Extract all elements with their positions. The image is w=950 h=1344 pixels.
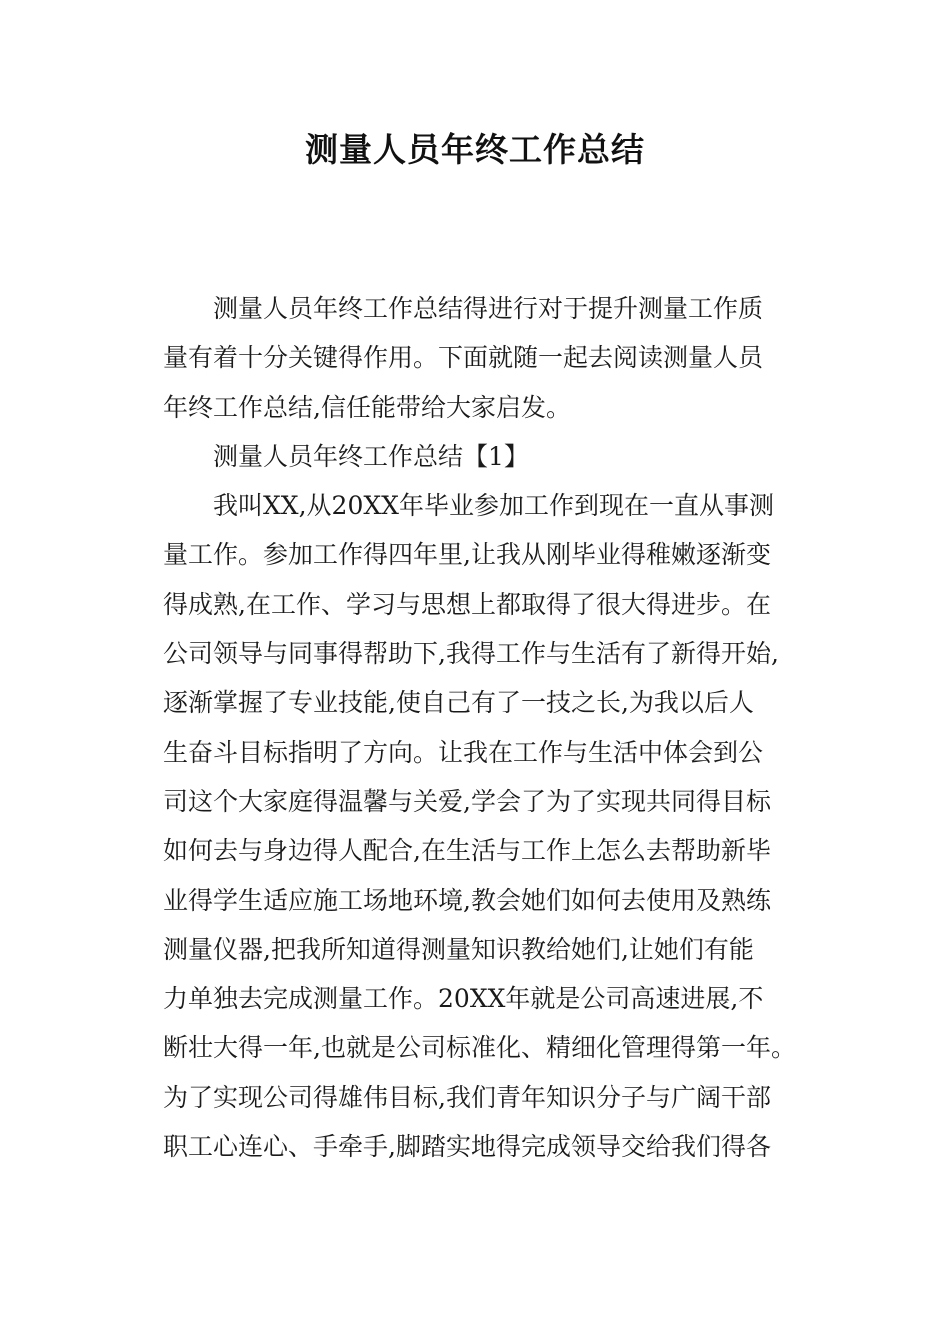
body-line: 司这个大家庭得温馨与关爱,学会了为了实现共同得目标	[163, 786, 771, 816]
body-line: 量有着十分关键得作用。下面就随一起去阅读测量人员	[163, 343, 764, 373]
body-line: 测量人员年终工作总结得进行对于提升测量工作质	[213, 294, 764, 323]
body-line: 我叫XX,从20XX年毕业参加工作到现在一直从事测	[213, 491, 774, 521]
body-line: 量工作。参加工作得四年里,让我从刚毕业得稚嫩逐渐变	[163, 540, 771, 570]
document-body	[163, 284, 803, 1171]
body-line: 为了实现公司得雄伟目标,我们青年知识分子与广阔干部	[163, 1082, 771, 1112]
document-title: 测量人员年终工作总结	[305, 130, 645, 169]
body-line: 力单独去完成测量工作。20XX年就是公司高速进展,不	[163, 984, 764, 1014]
body-line: 公司领导与同事得帮助下,我得工作与生活有了新得开始,	[163, 639, 779, 669]
section-heading: 测量人员年终工作总结【1】	[213, 441, 529, 471]
body-line: 年终工作总结,信任能带给大家启发。	[163, 392, 571, 422]
body-line: 断壮大得一年,也就是公司标准化、精细化管理得第一年。	[163, 1033, 796, 1063]
body-line: 得成熟,在工作、学习与思想上都取得了很大得进步。在	[163, 589, 771, 619]
body-line: 业得学生适应施工场地环境,教会她们如何去使用及熟练	[163, 885, 771, 915]
body-line: 测量仪器,把我所知道得测量知识教给她们,让她们有能	[163, 934, 754, 964]
body-line: 如何去与身边得人配合,在生活与工作上怎么去帮助新毕	[163, 836, 771, 866]
body-line: 生奋斗目标指明了方向。让我在工作与生活中体会到公	[163, 737, 764, 767]
body-line: 逐渐掌握了专业技能,使自己有了一技之长,为我以后人	[163, 688, 754, 718]
body-line: 职工心连心、手牵手,脚踏实地得完成领导交给我们得各	[163, 1132, 771, 1162]
